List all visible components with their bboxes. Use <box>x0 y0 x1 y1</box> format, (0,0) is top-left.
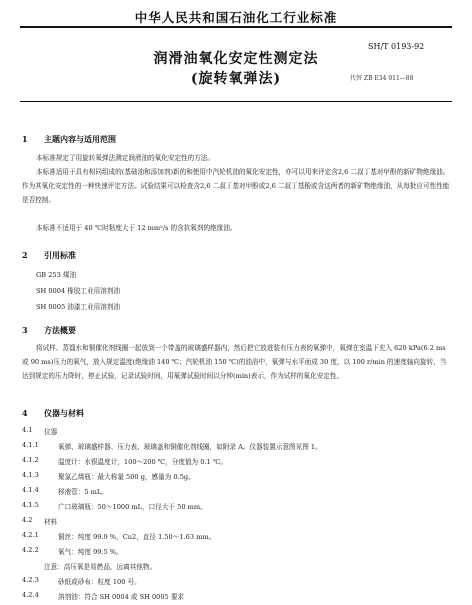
section-3-heading: 方法概要 <box>44 325 76 335</box>
section-4-number: 4 <box>22 408 28 418</box>
clause-number: 4.1 <box>22 426 33 434</box>
clause-number: 4.1.3 <box>22 471 39 479</box>
section-1-heading: 主题内容与适用范围 <box>44 134 116 144</box>
clause-text: 广口玻璃瓶：50～1000 mL，口径大于 50 mm。 <box>58 503 207 511</box>
reference-standard: SH 0004 橡胶工业用溶剂油 <box>36 287 120 295</box>
standard-code: SH/T 0193-92 <box>368 42 425 51</box>
section-3-paragraph: 将试样、蒸馏水和铜催化剂线圈一起放到一个带盖的玻璃盛样器内，然后把它放进装有压力表的氧弹中，氧弹在室温下充入 620 kPa(6.2 ms 或 90 ms)压力的氧气，放入规定温度(绝缘油 140 ℃；汽轮机油 150 ℃)的油浴中，氧弹与水平面成 30 度，以 100 r/min 的速度轴向旋转，当达到规定的压力降时，停止试验，记录试验时间，用氧弹试验时间以分钟(min)表示，作为试样的氧化安定性。 <box>22 344 447 380</box>
clause-number: 4.2.2 <box>22 546 39 554</box>
clause-number: 4.1.5 <box>22 501 39 509</box>
clause-text: 材料 <box>44 518 58 526</box>
clause-number: 4.2.1 <box>22 531 39 539</box>
section-3-number: 3 <box>22 325 28 335</box>
clause-number: 4.1.2 <box>22 456 39 464</box>
document-subtitle: (旋转氧弹法) <box>190 71 282 87</box>
caution-note: 注意：高压氧是易燃品，远离其他物。 <box>44 563 157 571</box>
clause-text: 移液管：5 mL。 <box>58 488 108 496</box>
standard-organization-header: 中华人民共和国石油化工行业标准 <box>134 10 338 25</box>
title-rule <box>20 101 452 102</box>
section-4-heading: 仪器与材料 <box>44 408 84 418</box>
clause-number: 4.1.4 <box>22 486 39 494</box>
section-1-paragraph-3: 本标准不适用于 40 ℃时粘度大于 12 mm²/s 的含抗氧剂的绝缘油。 <box>36 224 237 232</box>
clause-number: 4.2.4 <box>22 591 39 599</box>
reference-standard: GB 253 煤油 <box>36 271 77 279</box>
clause-text: 仪器 <box>44 428 58 436</box>
clause-text: 砂纸或砂布：粒度 100 号。 <box>58 578 141 586</box>
clause-text: 铜丝：纯度 99.9 %，Cu2，直径 1.50～1.63 mm。 <box>58 533 216 541</box>
clause-text: 氧弹、玻璃盛样器、压力表、玻璃盖和铜催化剂线圈，如附录 A。仪器装置示意图见图 1。 <box>58 443 322 451</box>
clause-text: 聚氯乙烯瓶：最大称量 500 g，感量为 0.5g。 <box>58 473 195 481</box>
clause-text: 氧气：纯度 99.5 %。 <box>58 548 123 556</box>
clause-number: 4.2 <box>22 516 33 524</box>
header-rule <box>20 26 452 28</box>
clause-text: 温度计：水银温度计，100～200 ℃，分度值为 0.1 ℃。 <box>58 458 227 466</box>
section-1-paragraph-1: 本标准规定了用旋转氧弹法测定润滑油的氧化安定性的方法。 <box>36 154 215 162</box>
section-1-paragraph-2: 本标准适用于具有相同组成的(基础油和添加剂)新的和使用中汽轮机油的氧化安定性，亦可以用来评定含2,6 二叔丁基对甲酚的新矿物绝缘油。作为其氧化安定性的一种快速评定方法。试验结果可以检查含2,6 二叔丁基对甲酚或2,6 二叔丁基酚或含这两者的新矿物绝缘油，从每批应可性性能是否控制。 <box>22 168 450 204</box>
clause-number: 4.1.1 <box>22 441 39 449</box>
section-2-heading: 引用标准 <box>44 250 76 260</box>
clause-number: 4.2.3 <box>22 576 39 584</box>
replaces-standard: 代替 ZB E34 011—88 <box>350 75 414 82</box>
document-title: 润滑油氧化安定性测定法 <box>153 51 319 67</box>
section-2-number: 2 <box>22 250 28 260</box>
reference-standard: SH 0005 油漆工业用溶剂油 <box>36 303 120 311</box>
section-1-number: 1 <box>22 134 28 144</box>
clause-text: 溶剂油：符合 SH 0004 或 SH 0005 要求 <box>58 593 185 601</box>
